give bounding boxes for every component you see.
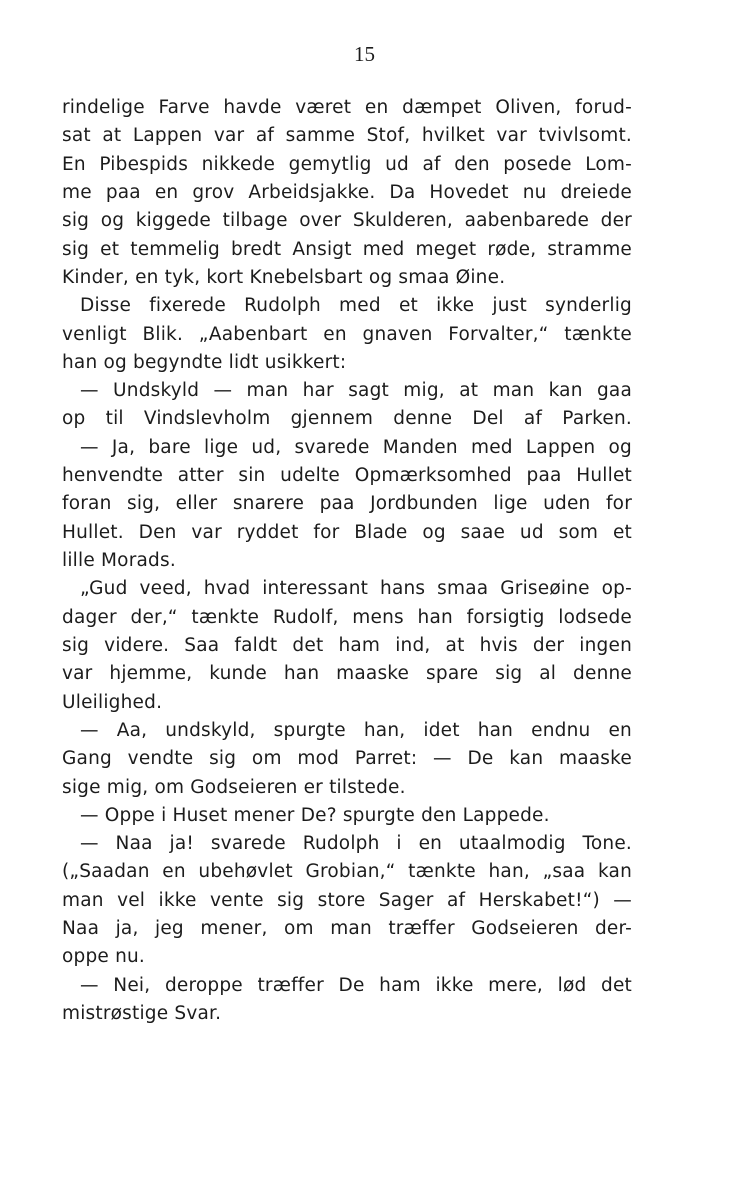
text-line: — Naa ja! svarede Rudolph i en utaalmodig Tone. xyxy=(80,833,632,855)
text-line: man vel ikke vente sig store Sager af Herskabet!“) — xyxy=(62,889,632,911)
text-line: Disse fixerede Rudolph med et ikke just synderlig xyxy=(80,295,632,317)
text-line: henvendte atter sin udelte Opmærksomhed paa Hullet xyxy=(62,465,632,487)
text-line: op til Vindslevholm gjennem denne Del af Parken. xyxy=(62,408,632,430)
text-line: Naa ja, jeg mener, om man træffer Godseieren der- xyxy=(62,918,632,940)
text-line: — Nei, deroppe træffer De ham ikke mere, lød det xyxy=(80,974,632,996)
text-line: — Oppe i Huset mener De? spurgte den Lappede. xyxy=(80,804,550,826)
text-line: „Gud veed, hvad interessant hans smaa Griseøine op- xyxy=(80,578,632,600)
text-line: han og begyndte lidt usikkert: xyxy=(62,351,347,373)
text-line: Uleilighed. xyxy=(62,691,163,713)
text-line: („Saadan en ubehøvlet Grobian,“ tænkte han, „saa kan xyxy=(62,861,632,883)
text-line: — Ja, bare lige ud, svarede Manden med Lappen og xyxy=(80,436,632,458)
text-line: — Undskyld — man har sagt mig, at man kan gaa xyxy=(80,380,632,402)
text-line: venligt Blik. „Aabenbart en gnaven Forvalter,“ tænkte xyxy=(62,323,632,345)
text-line: Gang vendte sig om mod Parret: — De kan maaske xyxy=(62,748,632,770)
text-line: me paa en grov Arbeidsjakke. Da Hovedet nu dreiede xyxy=(62,181,632,203)
text-line: lille Morads. xyxy=(62,550,176,571)
body-text xyxy=(62,94,632,1028)
text-line: oppe nu. xyxy=(62,946,145,968)
text-line: Hullet. Den var ryddet for Blade og saae ud som et xyxy=(62,521,632,543)
text-line: sig videre. Saa faldt det ham ind, at hvis der ingen xyxy=(62,634,632,656)
text-line: sige mig, om Godseieren er tilstede. xyxy=(62,776,406,798)
text-line: sat at Lappen var af samme Stof, hvilket var tvivlsomt. xyxy=(62,125,632,147)
text-line: mistrøstige Svar. xyxy=(62,1003,222,1024)
text-line: foran sig, eller snarere paa Jordbunden lige uden for xyxy=(62,493,632,515)
text-line: dager der,“ tænkte Rudolf, mens han forsigtig lodsede xyxy=(62,606,632,628)
text-line: var hjemme, kunde han maaske spare sig al denne xyxy=(62,663,632,685)
text-line: sig et temmelig bredt Ansigt med meget røde, stramme xyxy=(62,238,632,260)
text-line: — Aa, undskyld, spurgte han, idet han endnu en xyxy=(80,719,632,741)
text-line: Kinder, en tyk, kort Knebelsbart og smaa Øine. xyxy=(62,266,506,288)
text-line: En Pibespids nikkede gemytlig ud af den posede Lom- xyxy=(62,153,632,175)
text-line: sig og kiggede tilbage over Skulderen, aabenbarede der xyxy=(62,210,632,232)
page-number: 15 xyxy=(354,42,375,66)
text-line: rindelige Farve havde været en dæmpet Oliven, forud- xyxy=(62,97,632,118)
